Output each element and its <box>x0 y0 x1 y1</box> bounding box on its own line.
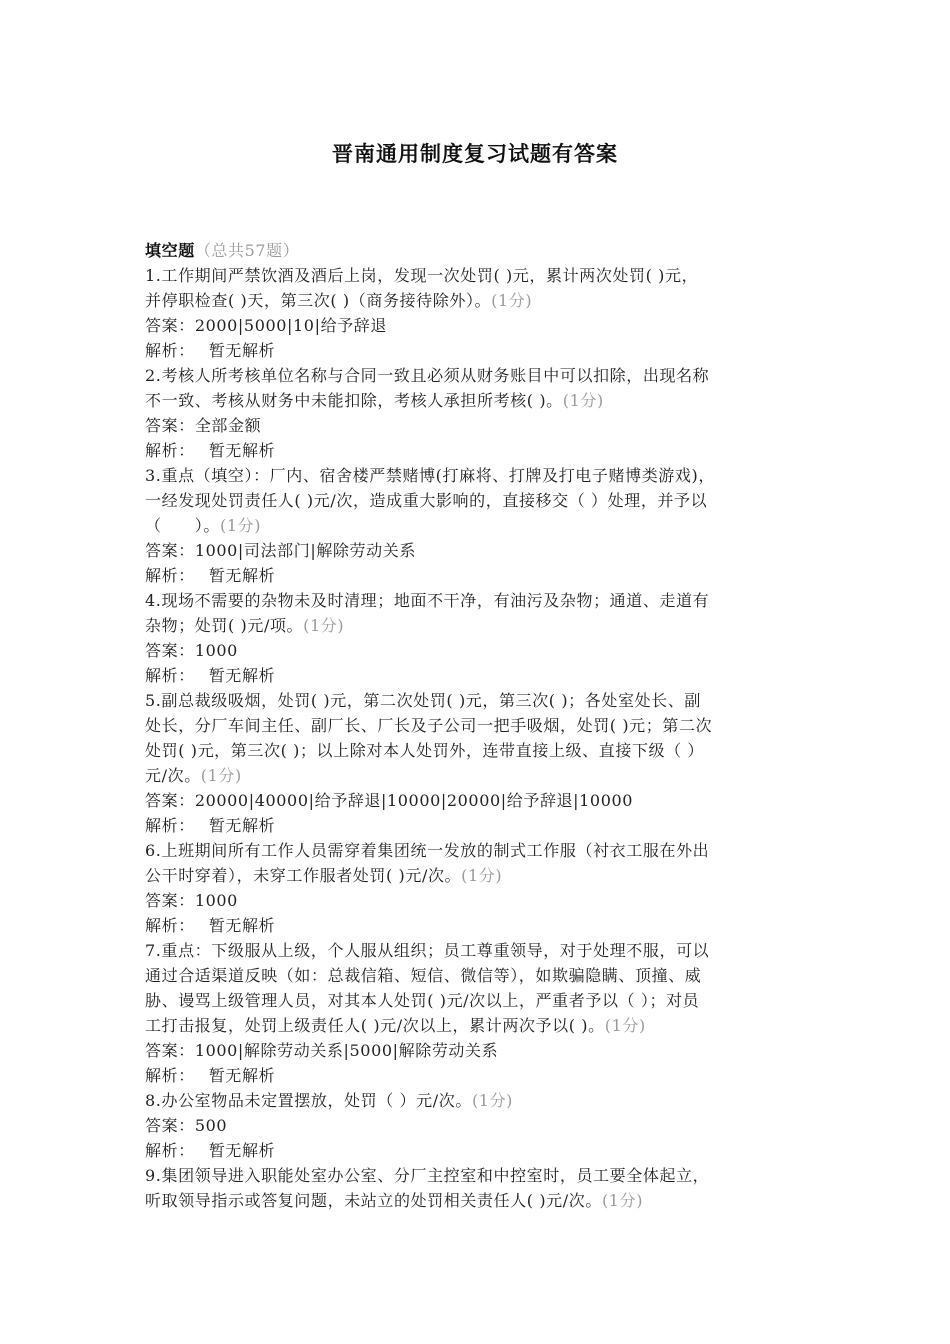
question-text-line <box>145 513 810 538</box>
question-text-line <box>145 388 810 413</box>
document-title: 晋南通用制度复习试题有答案 <box>332 142 618 166</box>
answer-value: 1000 <box>194 641 238 660</box>
question-line-text: 公干时穿着），未穿工作服者处罚( )元/次。 <box>145 866 462 885</box>
question-text-line <box>145 1088 810 1113</box>
question-item <box>145 1163 810 1213</box>
question-text-line <box>145 938 810 963</box>
question-line-text: 4.现场不需要的杂物未及时清理；地面不干净，有油污及杂物；通道、走道有 <box>145 591 710 610</box>
question-text-line <box>145 738 810 763</box>
analysis-label: 解析： <box>145 441 195 460</box>
answer-label: 答案： <box>145 1116 195 1135</box>
analysis-line <box>145 438 810 463</box>
question-line-text: 6.上班期间所有工作人员需穿着集团统一发放的制式工作服（衬衣工服在外出 <box>145 841 710 860</box>
answer-value: 1000 <box>194 891 238 910</box>
question-line-text: （ ）。 <box>145 516 221 535</box>
question-text-line <box>145 263 810 288</box>
answer-label: 答案： <box>145 641 195 660</box>
question-text-line <box>145 838 810 863</box>
question-line-text: 通过合适渠道反映（如：总裁信箱、短信、微信等），如欺骗隐瞒、顶撞、威 <box>145 966 702 985</box>
answer-label: 答案： <box>145 891 195 910</box>
question-line-text: 处罚( )元，第三次( )；以上除对本人处罚外，连带直接上级、直接下级（ ） <box>145 741 705 760</box>
analysis-label: 解析： <box>145 666 195 685</box>
answer-label: 答案： <box>145 1041 195 1060</box>
question-text-line <box>145 988 810 1013</box>
question-line-text: 杂物；处罚( )元/项。 <box>145 616 304 635</box>
section-name: 填空题 <box>145 241 195 260</box>
answer-value: 500 <box>194 1116 228 1135</box>
question-line-text: 1.工作期间严禁饮酒及酒后上岗，发现一次处罚( )元，累计两次处罚( )元， <box>145 266 699 285</box>
analysis-label: 解析： <box>145 1066 195 1085</box>
analysis-value: 暂无解析 <box>208 666 276 685</box>
question-text-line <box>145 1163 810 1188</box>
analysis-line <box>145 1138 810 1163</box>
answer-line <box>145 1038 810 1063</box>
analysis-value: 暂无解析 <box>208 916 276 935</box>
question-score: (1分) <box>562 391 604 410</box>
question-text-line <box>145 763 810 788</box>
question-item <box>145 1088 810 1163</box>
answer-value: 20000|40000|给予辞退|10000|20000|给予辞退|10000 <box>194 791 634 810</box>
question-line-text: 处长，分厂车间主任、副厂长、厂长及子公司一把手吸烟，处罚( )元；第二次 <box>145 716 713 735</box>
analysis-label: 解析： <box>145 1141 195 1160</box>
question-score: (1分) <box>601 1191 644 1210</box>
question-text-line <box>145 863 810 888</box>
answer-line <box>145 788 810 813</box>
analysis-line <box>145 813 810 838</box>
question-text-line <box>145 588 810 613</box>
question-text-line <box>145 363 810 388</box>
question-text-line <box>145 713 810 738</box>
answer-line <box>145 313 810 338</box>
question-item <box>145 463 810 588</box>
question-score: (1分) <box>200 766 242 785</box>
question-score: (1分) <box>471 1091 514 1110</box>
analysis-value: 暂无解析 <box>208 1066 276 1085</box>
analysis-line <box>145 663 810 688</box>
analysis-value: 暂无解析 <box>208 441 276 460</box>
question-line-text: 2.考核人所考核单位名称与合同一致且必须从财务账目中可以扣除，出现名称 <box>145 366 710 385</box>
question-text-line <box>145 463 810 488</box>
analysis-value: 暂无解析 <box>208 341 276 360</box>
answer-value: 1000|解除劳动关系|5000|解除劳动关系 <box>194 1041 499 1060</box>
analysis-label: 解析： <box>145 341 195 360</box>
question-line-text: 8.办公室物品未定置摆放，处罚（ ）元/次。 <box>145 1091 472 1110</box>
answer-line <box>145 538 810 563</box>
analysis-label: 解析： <box>145 816 195 835</box>
question-score: (1分) <box>461 866 503 885</box>
answer-label: 答案： <box>145 791 195 810</box>
question-line-text: 5.副总裁级吸烟，处罚( )元，第二次处罚( )元，第三次( )；各处室处长、副 <box>145 691 701 710</box>
question-line-text: 胁、谩骂上级管理人员，对其本人处罚( )元/次以上，严重者予以（ ）；对员 <box>145 991 700 1010</box>
answer-line <box>145 413 810 438</box>
answer-line <box>145 1113 810 1138</box>
question-score: (1分) <box>491 291 533 310</box>
question-text-line <box>145 1188 810 1213</box>
analysis-value: 暂无解析 <box>208 566 276 585</box>
question-score: (1分) <box>303 616 345 635</box>
analysis-label: 解析： <box>145 566 195 585</box>
question-line-text: 7.重点：下级服从上级，个人服从组织；员工尊重领导，对于处理不服，可以 <box>145 941 710 960</box>
question-line-text: 9.集团领导进入职能处室办公室、分厂主控室和中控室时，员工要全体起立， <box>145 1166 710 1185</box>
question-score: (1分) <box>220 516 262 535</box>
analysis-value: 暂无解析 <box>208 816 276 835</box>
question-line-text: 3.重点（填空）：厂内、宿舍楼严禁赌博(打麻将、打牌及打电子赌博类游戏)， <box>145 466 715 485</box>
analysis-line <box>145 1063 810 1088</box>
analysis-line <box>145 913 810 938</box>
question-line-text: 不一致、考核从财务中未能扣除，考核人承担所考核( )。 <box>145 391 563 410</box>
section-count: （总共57题） <box>194 241 300 260</box>
answer-value: 1000|司法部门|解除劳动关系 <box>194 541 416 560</box>
question-text-line <box>145 488 810 513</box>
question-item <box>145 838 810 938</box>
answer-line <box>145 888 810 913</box>
question-item <box>145 938 810 1088</box>
document-content <box>145 238 810 1213</box>
answer-label: 答案： <box>145 541 195 560</box>
question-item <box>145 588 810 688</box>
question-line-text: 听取领导指示或答复问题，未站立的处罚相关责任人( )元/次。 <box>145 1191 602 1210</box>
section-header <box>145 238 810 263</box>
question-item <box>145 263 810 363</box>
question-text-line <box>145 963 810 988</box>
question-item <box>145 363 810 463</box>
question-item <box>145 688 810 838</box>
question-text-line <box>145 288 810 313</box>
analysis-value: 暂无解析 <box>208 1141 276 1160</box>
answer-label: 答案： <box>145 416 195 435</box>
question-line-text: 一经发现处罚责任人( )元/次，造成重大影响的，直接移交（ ）处理，并予以 <box>145 491 708 510</box>
analysis-label: 解析： <box>145 916 195 935</box>
answer-label: 答案： <box>145 316 195 335</box>
answer-value: 全部金额 <box>194 416 262 435</box>
question-line-text: 工打击报复，处罚上级责任人( )元/次以上，累计两次予以( )。 <box>145 1016 605 1035</box>
question-line-text: 元/次。 <box>145 766 201 785</box>
answer-value: 2000|5000|10|给予辞退 <box>194 316 387 335</box>
analysis-line <box>145 338 810 363</box>
question-list <box>145 263 810 1213</box>
question-line-text: 并停职检查( )天，第三次( )（商务接待除外）。 <box>145 291 492 310</box>
question-text-line <box>145 613 810 638</box>
question-text-line <box>145 1013 810 1038</box>
question-text-line <box>145 688 810 713</box>
answer-line <box>145 638 810 663</box>
question-score: (1分) <box>604 1016 646 1035</box>
analysis-line <box>145 563 810 588</box>
